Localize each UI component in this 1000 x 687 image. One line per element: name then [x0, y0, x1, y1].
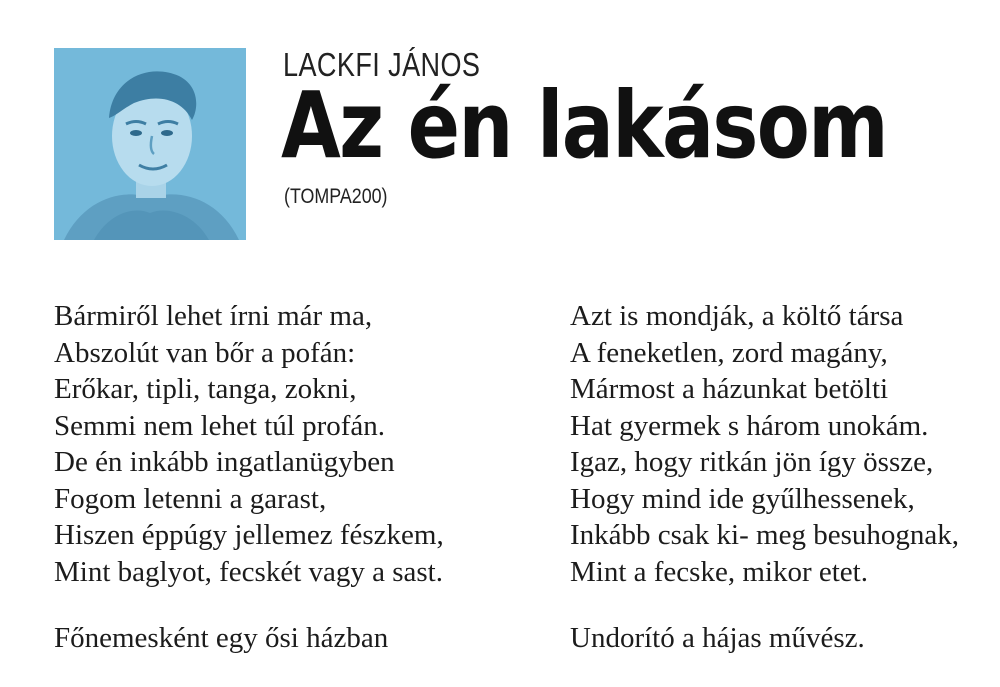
author-name: LACKFI JÁNOS [283, 46, 481, 83]
stanza [570, 298, 959, 590]
poem-line: Mint baglyot, fecskét vagy a sast. [54, 555, 443, 588]
author-portrait [54, 48, 246, 240]
poem-line: Mármost a házunkat betölti [570, 373, 889, 405]
poem-line: Főnemesként egy ősi házban [54, 622, 389, 654]
portrait-image [54, 48, 246, 240]
poem-line: De én inkább ingatlanügyben [54, 446, 395, 478]
poem-line: Hat gyermek s három unokám. [570, 409, 929, 442]
poem-line: Fogom letenni a garast, [54, 482, 327, 515]
poem-line: Abszolút van bőr a pofán: [54, 336, 356, 369]
stanza [54, 298, 444, 590]
poem-column-left [54, 298, 444, 687]
poem-column-right [570, 298, 959, 687]
poem-line: Bármiről lehet írni már ma, [54, 300, 373, 332]
poem-line: A feneketlen, zord magány, [570, 336, 888, 369]
stanza [570, 620, 959, 657]
stanza [54, 620, 444, 657]
poem-subtitle: (TOMPA200) [284, 185, 388, 208]
poem-line: Hiszen éppúgy jellemez fészkem, [54, 519, 444, 551]
poem-line: Undorító a hájas művész. [570, 622, 865, 654]
poem-line: Mint a fecske, mikor etet. [570, 555, 868, 588]
poem-line: Azt is mondják, a költő társa [570, 300, 904, 332]
poem-line: Igaz, hogy ritkán jön így össze, [570, 446, 934, 478]
poem-line: Semmi nem lehet túl profán. [54, 409, 386, 442]
poem-line: Erőkar, tipli, tanga, zokni, [54, 373, 357, 405]
poem-line: Hogy mind ide gyűlhessenek, [570, 482, 915, 515]
poem-title: Az én lakásom [281, 72, 887, 179]
poem-line: Inkább csak ki- meg besuhognak, [570, 519, 959, 551]
